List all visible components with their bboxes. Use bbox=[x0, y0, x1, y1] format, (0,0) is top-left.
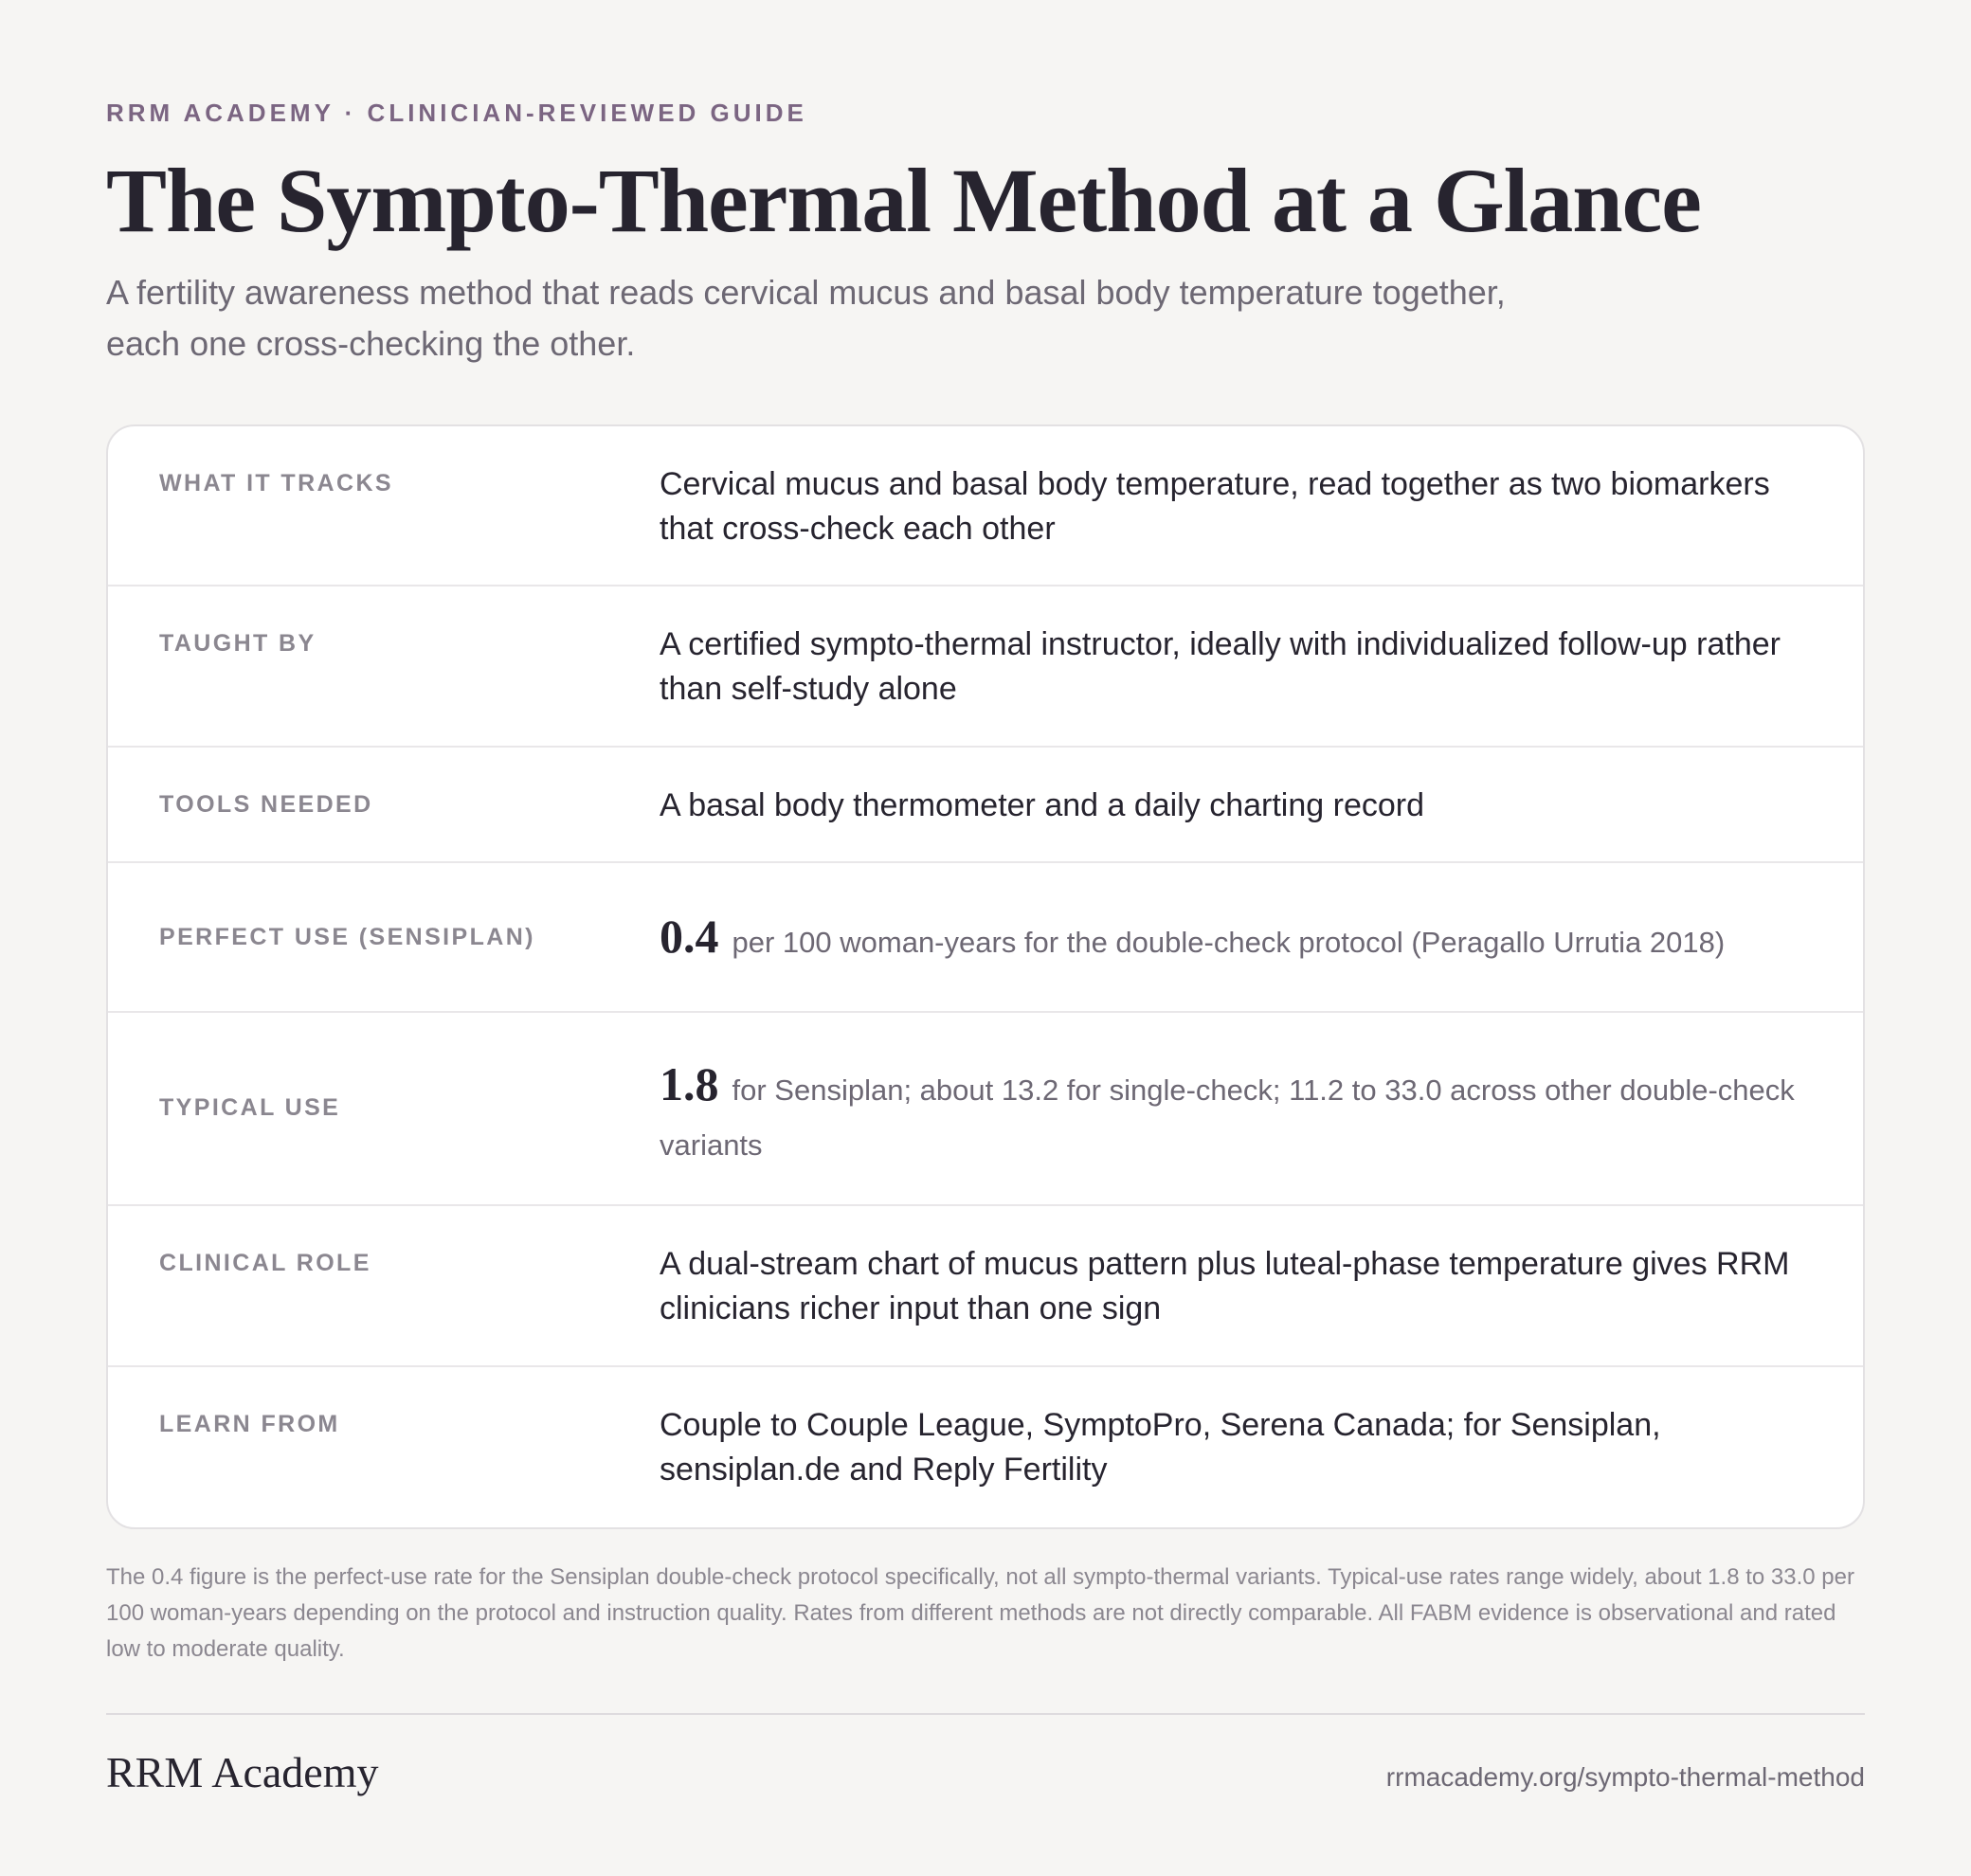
row-label: LEARN FROM bbox=[159, 1411, 340, 1437]
row-value: A basal body thermometer and a daily charting record bbox=[660, 787, 1425, 823]
table-row-typical-use bbox=[108, 1013, 1863, 1206]
footer-url-link[interactable]: rrmacademy.org/sympto-thermal-method bbox=[1385, 1762, 1865, 1792]
table-row-what-it-tracks bbox=[108, 426, 1863, 586]
footer-divider bbox=[106, 1713, 1865, 1715]
eyebrow-label: RRM ACADEMY · CLINICIAN-REVIEWED GUIDE bbox=[106, 99, 807, 127]
row-label: WHAT IT TRACKS bbox=[159, 470, 393, 496]
row-label: CLINICAL ROLE bbox=[159, 1250, 371, 1276]
row-label: TOOLS NEEDED bbox=[159, 791, 373, 818]
summary-table bbox=[106, 424, 1865, 1529]
table-row-perfect-use bbox=[108, 863, 1863, 1013]
brand-logo: RRM Academy bbox=[106, 1748, 379, 1796]
row-value: A certified sympto-thermal instructor, ideally with individualized follow-up rather than self-study alone bbox=[660, 626, 1781, 707]
row-value: A dual-stream chart of mucus pattern plus luteal-phase temperature gives RRM clinicians richer input than one sign bbox=[660, 1246, 1790, 1326]
page-title: The Sympto-Thermal Method at a Glance bbox=[106, 150, 1701, 251]
row-value bbox=[660, 909, 1835, 970]
perfect-use-rate: 0.4 bbox=[660, 910, 719, 963]
page-subtitle: A fertility awareness method that reads cervical mucus and basal body temperature together, each one cross-checking the other. bbox=[106, 273, 1506, 363]
footnote: The 0.4 figure is the perfect-use rate for the Sensiplan double-check protocol specifically, not all sympto-thermal variants. Typical-use rates range widely, about 1.8 to 33.0 per 100 woman-years depending on the protocol and instruction quality. Rates from different methods are not directly comparable. All FABM evidence is observational and rated low to moderate quality. bbox=[106, 1564, 1854, 1662]
row-value bbox=[660, 1056, 1835, 1173]
typical-use-detail: for Sensiplan; about 13.2 for single-check; 11.2 to 33.0 across other double-check variants bbox=[660, 1073, 1795, 1162]
row-value: Cervical mucus and basal body temperature, read together as two biomarkers that cross-check each other bbox=[660, 466, 1770, 547]
table-row-tools-needed bbox=[108, 748, 1863, 863]
row-label: PERFECT USE (SENSIPLAN) bbox=[159, 924, 535, 950]
table-row-taught-by bbox=[108, 586, 1863, 748]
perfect-use-detail: per 100 woman-years for the double-check protocol (Peragallo Urrutia 2018) bbox=[732, 926, 1726, 959]
row-value: Couple to Couple League, SymptoPro, Serena Canada; for Sensiplan, sensiplan.de and Reply Fertility bbox=[660, 1407, 1661, 1488]
table-row-learn-from bbox=[108, 1367, 1863, 1527]
table-row-clinical-role bbox=[108, 1206, 1863, 1367]
typical-use-rate: 1.8 bbox=[660, 1057, 719, 1110]
row-label: TYPICAL USE bbox=[159, 1094, 341, 1121]
row-label: TAUGHT BY bbox=[159, 630, 316, 657]
